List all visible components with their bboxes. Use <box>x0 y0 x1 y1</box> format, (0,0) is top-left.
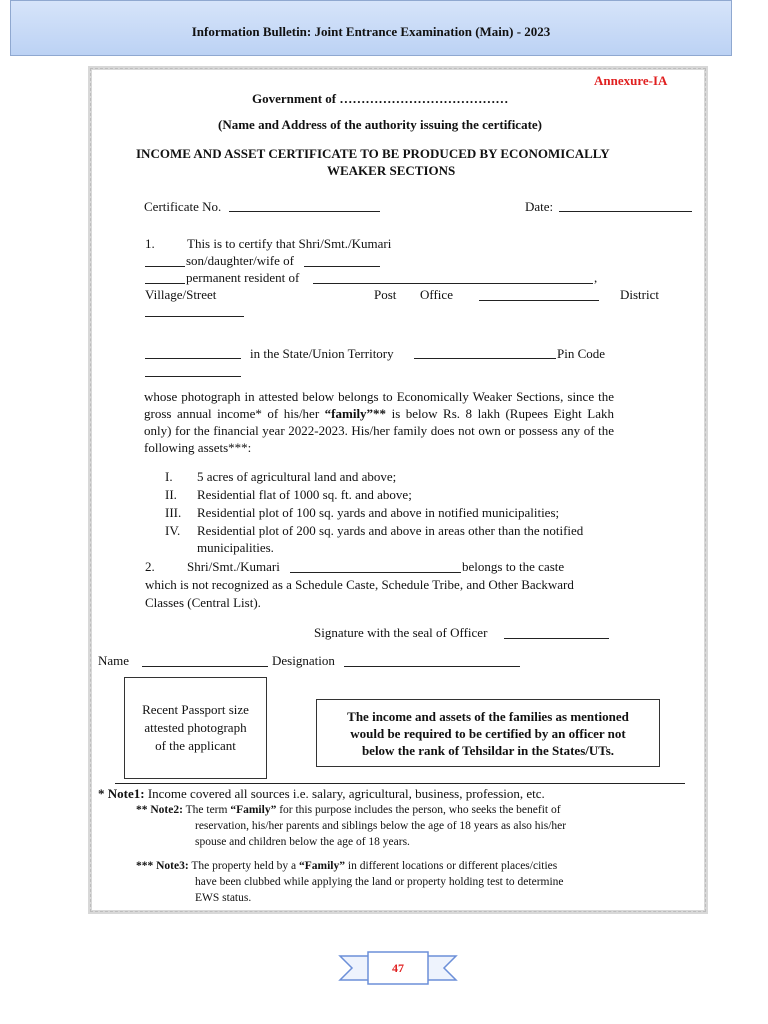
notice-box <box>316 699 660 767</box>
asset-num: II. <box>165 487 177 502</box>
notice-line: The income and assets of the families as mentioned <box>347 708 629 724</box>
date-blank <box>559 211 692 212</box>
comma: , <box>594 270 598 285</box>
date-label: Date: <box>525 199 554 214</box>
signature-label: Signature with the seal of Officer <box>314 625 488 640</box>
son-of-label: son/daughter/wife of <box>186 253 294 268</box>
asset-num: I. <box>165 469 173 484</box>
clause2-line3: Classes (Central List). <box>145 595 261 610</box>
page-number: 47 <box>392 960 404 975</box>
blank-resident-prefix <box>145 283 185 284</box>
blank-name <box>145 266 185 267</box>
asset-text: Residential plot of 100 sq. yards and above in notified municipalities; <box>197 505 560 520</box>
note3-line2: have been clubbed while applying the land or property holding test to determine <box>195 876 564 888</box>
photo-box-line: Recent Passport size <box>142 702 249 717</box>
certificate-no-blank <box>229 211 380 212</box>
note2-pre: The term <box>182 804 231 816</box>
asset-text: Residential flat of 1000 sq. ft. and above; <box>197 487 412 502</box>
clause2-label: Shri/Smt./Kumari <box>187 559 280 574</box>
asset-text: 5 acres of agricultural land and above; <box>197 469 397 484</box>
annexure-label: Annexure-IA <box>594 73 668 88</box>
clause2-belongs: belongs to the caste <box>462 559 565 574</box>
certificate-title-line2: WEAKER SECTIONS <box>327 163 456 178</box>
asset-text: Residential plot of 200 sq. yards and above in areas other than the notified <box>197 523 584 538</box>
post-label: Post <box>374 287 397 302</box>
note2 <box>136 804 561 816</box>
note3-line3: EWS status. <box>195 892 252 904</box>
blank-designation <box>344 666 520 667</box>
note3-pre: The property held by a <box>188 860 299 872</box>
blank-clause2-name <box>290 572 461 573</box>
certificate-title-line1: INCOME AND ASSET CERTIFICATE TO BE PRODUCED BY ECONOMICALLY <box>136 146 610 161</box>
clause2-line2: which is not recognized as a Schedule Caste, Schedule Tribe, and Other Backward <box>145 577 574 592</box>
photo-box <box>124 677 267 779</box>
asset-num: IV. <box>165 523 181 538</box>
clause1-number: 1. <box>145 236 155 251</box>
blank-post-office <box>479 300 599 301</box>
asset-num: III. <box>165 505 182 520</box>
district-label: District <box>620 287 659 302</box>
note1-text: Income covered all sources i.e. salary, agricultural, business, profession, etc. <box>144 786 545 801</box>
authority-line: (Name and Address of the authority issuing the certificate) <box>218 117 543 132</box>
note3 <box>136 860 557 872</box>
note1-label: * Note1: <box>98 786 145 801</box>
blank-name-officer <box>142 666 268 667</box>
divider <box>115 783 685 784</box>
photo-box-line: of the applicant <box>155 738 236 753</box>
certificate-no-label: Certificate No. <box>144 199 222 214</box>
blank-district <box>145 316 244 317</box>
clause1-line1: This is to certify that Shri/Smt./Kumari <box>187 236 392 251</box>
photo-box-line: attested photograph <box>144 720 247 735</box>
note3-text: in different locations or different places/cities <box>345 860 558 872</box>
clause2-number: 2. <box>145 559 155 574</box>
state-label: in the State/Union Territory <box>250 346 394 361</box>
note3-label: *** Note3: <box>136 860 189 872</box>
paragraph-family: “family”** <box>324 406 387 421</box>
notice-line: below the rank of Tehsildar in the States/UTs. <box>361 742 615 758</box>
note2-line3: spouse and children below the age of 18 years. <box>195 836 410 848</box>
blank-signature <box>504 638 609 639</box>
note2-line2: reservation, his/her parents and siblings below the age of 18 years as also his/her <box>195 820 567 832</box>
pin-code-label: Pin Code <box>557 346 606 361</box>
village-label: Village/Street <box>145 287 217 302</box>
blank-parent <box>304 266 380 267</box>
header-title: Information Bulletin: Joint Entrance Examination (Main) - 2023 <box>191 24 551 39</box>
blank-state-prefix <box>145 358 241 359</box>
note2-label: ** Note2: <box>136 804 183 816</box>
page-header <box>10 0 732 56</box>
blank-state <box>414 358 556 359</box>
note1 <box>98 786 545 802</box>
permanent-resident-label: permanent resident of <box>186 270 300 285</box>
blank-pin <box>145 376 241 377</box>
government-of: Government of ………………………………… <box>252 91 509 106</box>
note2-text: for this purpose includes the person, who seeks the benefit of <box>276 804 561 816</box>
asset-text-cont: municipalities. <box>197 540 274 555</box>
name-label: Name <box>98 653 130 668</box>
notice-line: would be required to be certified by an officer not <box>350 725 626 741</box>
income-paragraph <box>144 388 614 456</box>
note2-family: “Family” <box>230 804 277 816</box>
blank-address <box>313 283 593 284</box>
paragraph-part2: is below Rs. 8 lakh (Rupees Eight Lakh only) for the financial year 2022-2023. His/her family does not own or possess any of the following assets***: <box>144 406 614 455</box>
designation-label: Designation <box>272 653 335 668</box>
paragraph-part1: whose photograph in attested below belongs to Economically Weaker Sections, since the gross annual income* of his/her <box>144 389 614 421</box>
note3-family: “Family” <box>299 860 345 872</box>
office-label: Office <box>420 287 453 302</box>
page-number-badge <box>338 950 458 990</box>
